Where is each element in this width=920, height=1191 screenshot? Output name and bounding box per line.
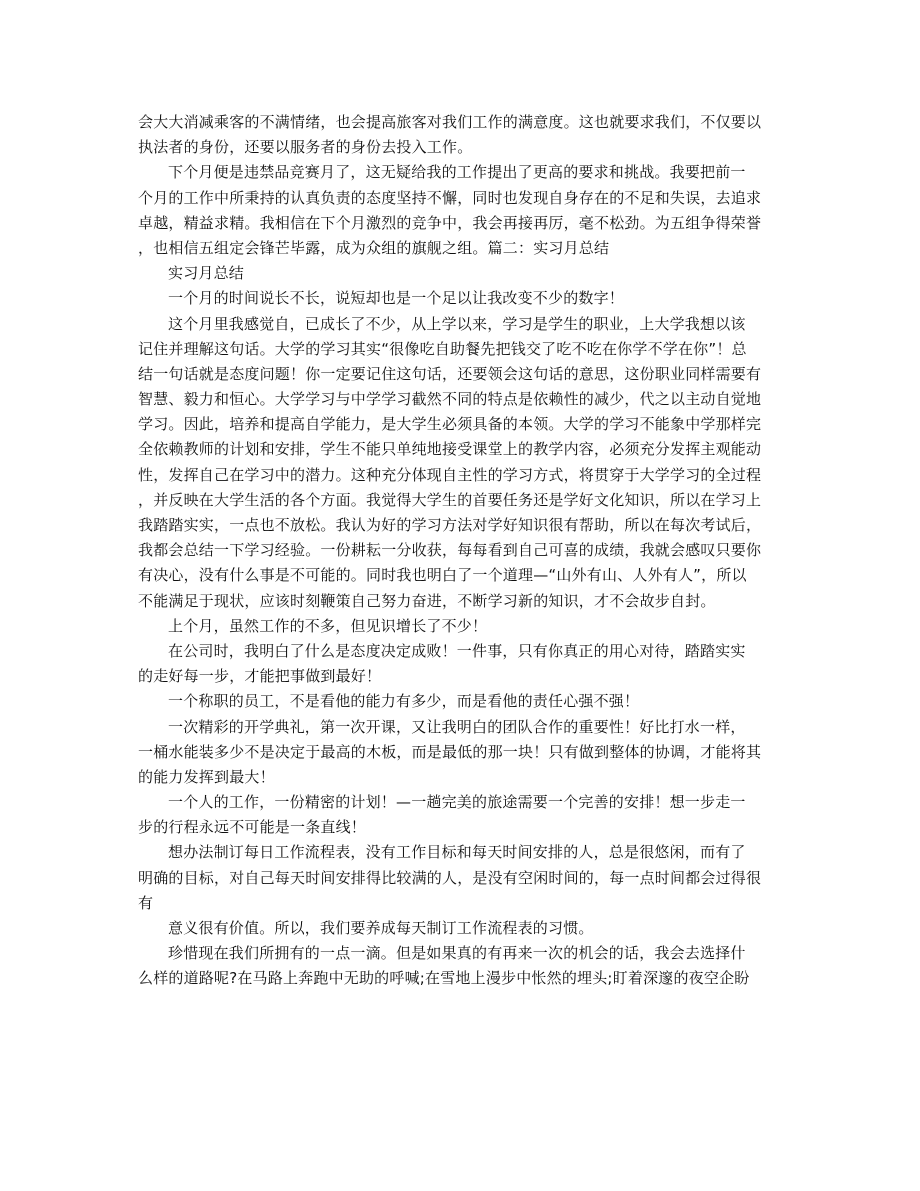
text-line: 意义很有价值。所以，我们要养成每天制订工作流程表的习惯。 xyxy=(168,919,594,937)
text-line: 珍惜现在我们所拥有的一点一滴。但是如果真的有再来一次的机会的话，我会去选择什 xyxy=(168,944,746,963)
text-line: 有决心，没有什么事是不可能的。同时我也明白了一个道理—“山外有山、人外有人”，所以 xyxy=(138,566,747,585)
text-line: 会大大消减乘客的不满情绪，也会提高旅客对我们工作的满意度。这也就要求我们，不仅要以 xyxy=(138,113,762,131)
text-line: 学习。因此，培养和提高自学能力，是大学生必须具备的本领。大学的学习不能象中学那样完 xyxy=(138,415,762,434)
text-line: 一次精彩的开学典礼，第一次开课，又让我明白的团队合作的重要性！好比打水一样， xyxy=(168,717,746,736)
text-line: 的能力发挥到最大！ xyxy=(138,767,275,786)
text-line: 一个月的时间说长不长，说短却也是一个足以让我改变不少的数字！ xyxy=(168,289,625,308)
text-line: 一个称职的员工，不是看他的能力有多少，而是看他的责任心强不强！ xyxy=(168,692,640,711)
text-line: 的走好每一步，才能把事做到最好！ xyxy=(138,667,382,686)
text-line: 不能满足于现状，应该时刻鞭策自己努力奋进，不断学习新的知识，才不会故步自封。 xyxy=(138,591,716,610)
text-line: 明确的目标，对自己每天时间安排得比较满的人，是没有空闲时间的，每一点时间都会过得很 xyxy=(138,868,762,887)
text-line: 在公司时，我明白了什么是态度决定成败！一件事，只有你真正的用心对待，踏踏实实 xyxy=(168,641,746,660)
text-line: 我都会总结一下学习经验。一份耕耘一分收获，每每看到自己可喜的成绩，我就会感叹只要你 xyxy=(138,541,762,560)
document-body xyxy=(138,110,790,992)
text-line: 实习月总结 xyxy=(168,264,245,283)
text-line: 执法者的身份，还要以服务者的身份去投入工作。 xyxy=(138,138,473,157)
text-line: 性，发挥自己在学习中的潜力。这种充分体现自主性的学习方式，将贯穿于大学学习的全过程 xyxy=(138,465,762,484)
text-line: 全依赖教师的计划和安排，学生不能只单纯地接受课堂上的教学内容，必须充分发挥主观能动 xyxy=(138,440,762,459)
text-line: 有 xyxy=(138,893,154,912)
text-line: 下个月便是违禁品竞赛月了，这无疑给我的工作提出了更高的要求和挑战。我要把前一 xyxy=(168,163,746,182)
text-line: 我踏踏实实，一点也不放松。我认为好的学习方法对学好知识很有帮助，所以在每次考试后， xyxy=(138,516,762,534)
text-line: 记住并理解这句话。大学的学习其实“很像吃自助餐先把钱交了吃不吃在你学不学在你”！总 xyxy=(138,339,747,358)
text-line: 一桶水能装多少不是决定于最高的木板，而是最低的那一块！只有做到整体的协调，才能将其 xyxy=(138,742,762,761)
text-line: 一个人的工作，一份精密的计划！—一趟完美的旅途需要一个完善的安排！想一步走一 xyxy=(168,793,746,812)
text-line: 智慧、毅力和恒心。大学学习与中学学习截然不同的特点是依赖性的减少，代之以主动自觉地 xyxy=(138,390,762,409)
text-line: 上个月，虽然工作的不多，但见识增长了不少！ xyxy=(168,616,488,635)
text-line: 么样的道路呢?在马路上奔跑中无助的呼喊;在雪地上漫步中怅然的埋头;盯着深邃的夜空企盼 xyxy=(138,969,750,988)
text-line: 结一句话就是态度问题！你一定要记住这句话，还要领会这句话的意思，这份职业同样需要有 xyxy=(138,364,762,383)
text-line: 步的行程永远不可能是一条直线！ xyxy=(138,818,367,837)
text-line: 想办法制订每日工作流程表，没有工作目标和每天时间安排的人，总是很悠闲，而有了 xyxy=(168,843,746,862)
text-line: 这个月里我感觉自，已成长了不少，从上学以来，学习是学生的职业，上大学我想以该 xyxy=(168,314,746,333)
text-line: ，并反映在大学生活的各个方面。我觉得大学生的首要任务还是学好文化知识，所以在学习上 xyxy=(138,490,762,509)
text-line: 个月的工作中所秉持的认真负责的态度坚持不懈，同时也发现自身存在的不足和失误，去追求 xyxy=(138,188,762,207)
text-line: ，也相信五组定会锋芒毕露，成为众组的旗舰之组。篇二：实习月总结 xyxy=(138,238,610,257)
text-line: 卓越，精益求精。我相信在下个月激烈的竞争中，我会再接再厉，毫不松劲。为五组争得荣誉 xyxy=(138,213,762,232)
